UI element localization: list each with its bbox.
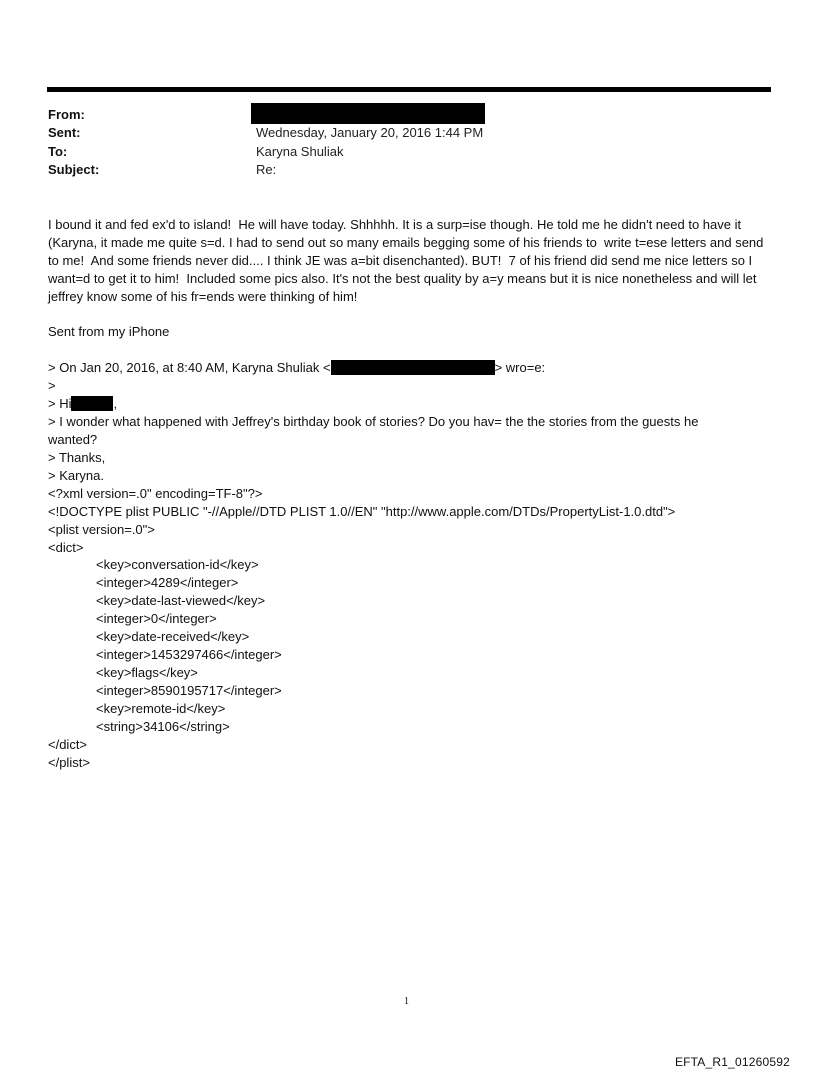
xml-declaration: <?xml version=.0" encoding=TF-8"?>: [48, 486, 263, 501]
plist-entry: <key>flags</key>: [96, 665, 198, 680]
quoted-question-wrap: wanted?: [48, 432, 98, 447]
page-number: 1: [404, 996, 409, 1007]
quoted-greeting-suffix: ,: [113, 396, 118, 411]
plist-entry: <integer>0</integer>: [96, 611, 217, 626]
quoted-greeting-prefix: > Hi: [48, 396, 72, 411]
plist-entry: <string>34106</string>: [96, 719, 230, 734]
dict-open: <dict>: [48, 540, 84, 555]
sent-label: Sent:: [48, 125, 81, 140]
plist-close: </plist>: [48, 755, 90, 770]
subject-label: Subject:: [48, 162, 100, 177]
message-body: I bound it and fed ex'd to island! He will have today. Shhhhh. It is a surp=ise though. He told me he didn't need to have it (Karyna, it made me quite s=d. I had to send out so many emails begging some of his friends to write t=ese letters and send to me! And some friends never did.... I think JE was a=bit disenchanted). BUT! 7 of his friend did send me nice letters so I want=d to get it to him! Included some pics also. It's not the best quality by a=y means but it is nice nonetheless and will let jeffrey know some of his fr=ends were thinking of him!: [48, 217, 768, 304]
email-redaction: [331, 360, 495, 375]
plist-entry: <integer>4289</integer>: [96, 575, 239, 590]
quoted-sign-off: > Karyna.: [48, 468, 105, 483]
quoted-attribution-prefix: > On Jan 20, 2016, at 8:40 AM, Karyna Shuliak <: [48, 360, 331, 375]
plist-entry: <key>remote-id</key>: [96, 701, 226, 716]
dict-close: </dict>: [48, 737, 88, 752]
plist-entry: <key>date-last-viewed</key>: [96, 593, 266, 608]
header-rule: [47, 87, 771, 92]
plist-entry: <key>conversation-id</key>: [96, 557, 259, 572]
plist-open: <plist version=.0">: [48, 522, 155, 537]
bates-number: EFTA_R1_01260592: [674, 1055, 790, 1069]
quoted-attribution-suffix: > wro=e:: [494, 360, 546, 375]
to-value: Karyna Shuliak: [256, 144, 344, 159]
quoted-attribution: [48, 359, 545, 377]
plist-entry: <integer>1453297466</integer>: [96, 647, 282, 662]
plist-entry: <integer>8590195717</integer>: [96, 683, 282, 698]
name-redaction: [71, 396, 113, 411]
quoted-greeting: [48, 395, 117, 413]
quoted-question: > I wonder what happened with Jeffrey's birthday book of stories? Do you hav= the the stories from the guests he: [48, 414, 699, 429]
from-redaction: [251, 103, 485, 124]
sent-value: Wednesday, January 20, 2016 1:44 PM: [256, 125, 484, 140]
quoted-thanks: > Thanks,: [48, 450, 106, 465]
from-label: From:: [48, 107, 85, 122]
to-label: To:: [48, 144, 68, 159]
subject-value: Re:: [256, 162, 277, 177]
signature: Sent from my iPhone: [48, 324, 170, 339]
plist-entry: <key>date-received</key>: [96, 629, 250, 644]
plist-doctype: <!DOCTYPE plist PUBLIC "-//Apple//DTD PLIST 1.0//EN" "http://www.apple.com/DTDs/PropertyList-1.0.dtd">: [48, 504, 676, 519]
quoted-blank: >: [48, 378, 56, 393]
